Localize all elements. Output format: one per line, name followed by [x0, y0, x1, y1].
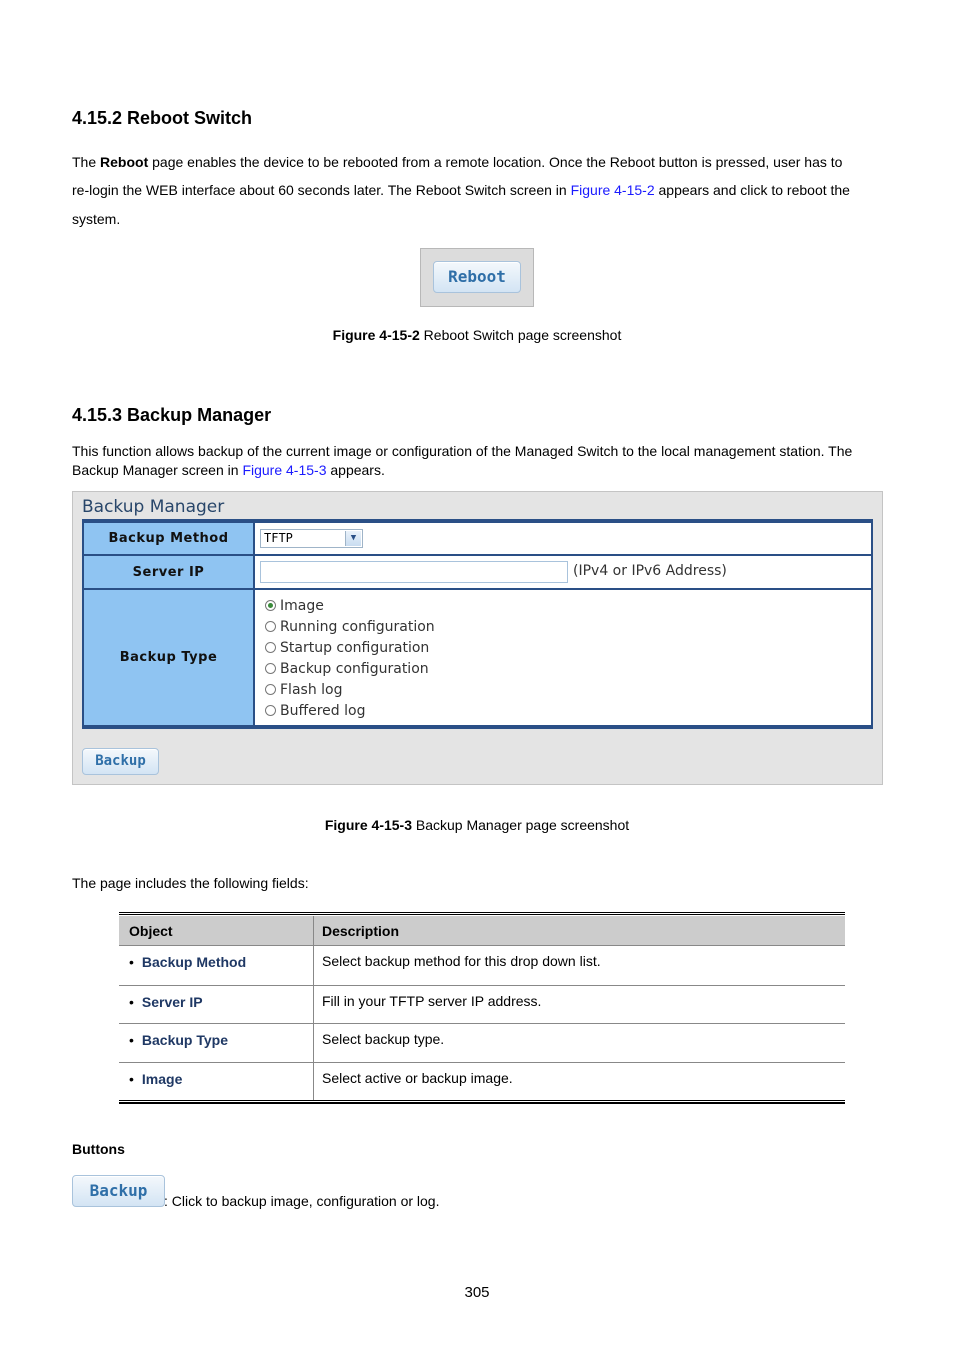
text: Backup Manager screen in	[72, 462, 243, 478]
column-header-object: Object	[129, 923, 173, 939]
figure-caption-backup	[0, 817, 954, 833]
text: re-login the WEB interface about 60 seconds later. The Reboot Switch screen in	[72, 182, 571, 198]
object-cell	[129, 1071, 182, 1087]
object-cell	[129, 1032, 228, 1048]
caption-label: Figure 4-15-2	[332, 327, 420, 343]
object-cell	[129, 994, 203, 1010]
server-ip-cell	[255, 556, 871, 588]
backup-button[interactable]: Backup	[82, 748, 159, 775]
caption-text: Backup Manager page screenshot	[412, 817, 630, 833]
table-row	[119, 946, 845, 986]
backup-button-sample[interactable]: Backup	[72, 1175, 165, 1207]
section-heading-reboot: 4.15.2 Reboot Switch	[72, 108, 253, 128]
radio-label: Flash log	[280, 681, 343, 698]
radio-option-image[interactable]	[265, 595, 324, 616]
backup-type-cell	[255, 590, 871, 725]
section-heading-backup: 4.15.3 Backup Manager	[72, 405, 272, 425]
table-row	[119, 1024, 845, 1063]
backup-manager-form	[82, 519, 873, 729]
radio-option-buffered-log[interactable]	[265, 700, 365, 721]
backup-manager-title: Backup Manager	[82, 497, 225, 517]
radio-option-flash-log[interactable]	[265, 679, 342, 700]
bold-text: Reboot	[100, 154, 149, 170]
object-name: Image	[141, 1071, 183, 1087]
description-cell: Select backup type.	[322, 1031, 445, 1047]
page-number: 305	[464, 1284, 490, 1301]
backup-method-value: TFTP	[264, 531, 293, 545]
reboot-figure	[420, 248, 534, 307]
table-row	[119, 986, 845, 1024]
figure-link[interactable]: Figure 4-15-2	[570, 182, 655, 198]
radio-label: Backup configuration	[280, 660, 429, 677]
radio-option-running-configuration[interactable]	[265, 616, 435, 637]
radio-label: Buffered log	[280, 702, 366, 719]
server-ip-input[interactable]	[260, 561, 568, 583]
column-header-description: Description	[322, 923, 400, 939]
radio-label: Running configuration	[280, 618, 435, 635]
bullet-icon: •	[129, 954, 134, 970]
reboot-paragraph-line1	[72, 154, 884, 170]
backup-type-row	[84, 590, 871, 725]
description-cell: Select active or backup image.	[322, 1070, 513, 1086]
radio-label: Image	[280, 597, 324, 614]
radio-option-backup-configuration[interactable]	[265, 658, 429, 679]
bullet-icon: •	[129, 994, 134, 1010]
object-name: Backup Method	[141, 954, 247, 970]
description-cell: Fill in your TFTP server IP address.	[322, 993, 542, 1009]
reboot-paragraph-line3: system.	[72, 211, 121, 227]
radio-selected-icon[interactable]	[265, 600, 276, 611]
radio-icon[interactable]	[265, 705, 276, 716]
chevron-down-icon: ▼	[345, 531, 361, 546]
text: The	[72, 154, 101, 170]
table-bottom-rule	[119, 1100, 845, 1104]
backup-manager-figure	[72, 491, 883, 785]
backup-button-description: : Click to backup image, configuration or log.	[164, 1193, 440, 1209]
figure-caption-reboot	[0, 327, 954, 343]
text: appears and click to reboot the	[654, 182, 850, 198]
table-row	[119, 1063, 845, 1101]
backup-paragraph-line2	[72, 462, 884, 478]
table-header	[119, 916, 845, 946]
reboot-button[interactable]: Reboot	[433, 261, 521, 293]
buttons-heading: Buttons	[72, 1141, 125, 1157]
radio-icon[interactable]	[265, 663, 276, 674]
figure-link[interactable]: Figure 4-15-3	[242, 462, 327, 478]
server-ip-row	[84, 556, 871, 590]
backup-method-cell	[255, 523, 871, 554]
text: appears.	[326, 462, 385, 478]
object-name: Backup Type	[141, 1032, 229, 1048]
description-cell: Select backup method for this drop down list.	[322, 953, 601, 969]
object-cell	[129, 954, 246, 970]
reboot-paragraph-line2	[72, 182, 884, 198]
caption-text: Reboot Switch page screenshot	[419, 327, 622, 343]
backup-type-label: Backup Type	[84, 590, 255, 725]
backup-method-select[interactable]	[260, 529, 363, 548]
object-name: Server IP	[141, 994, 203, 1010]
radio-option-startup-configuration[interactable]	[265, 637, 429, 658]
caption-label: Figure 4-15-3	[324, 817, 412, 833]
table-top-rule	[119, 912, 845, 915]
bullet-icon: •	[129, 1071, 134, 1087]
radio-icon[interactable]	[265, 621, 276, 632]
bullet-icon: •	[129, 1032, 134, 1048]
text: page enables the device to be rebooted from a remote location. Once the Reboot button is pressed, user has to	[148, 154, 843, 170]
fields-intro: The page includes the following fields:	[72, 875, 309, 891]
backup-method-label: Backup Method	[84, 523, 255, 554]
radio-label: Startup configuration	[280, 639, 430, 656]
table-column-divider	[313, 916, 314, 1101]
server-ip-label: Server IP	[84, 556, 255, 588]
server-ip-hint: (IPv4 or IPv6 Address)	[573, 563, 727, 579]
radio-icon[interactable]	[265, 642, 276, 653]
radio-icon[interactable]	[265, 684, 276, 695]
backup-paragraph-line1: This function allows backup of the current image or configuration of the Managed Switch to the local management station. The	[72, 443, 853, 459]
backup-method-row	[84, 523, 871, 556]
